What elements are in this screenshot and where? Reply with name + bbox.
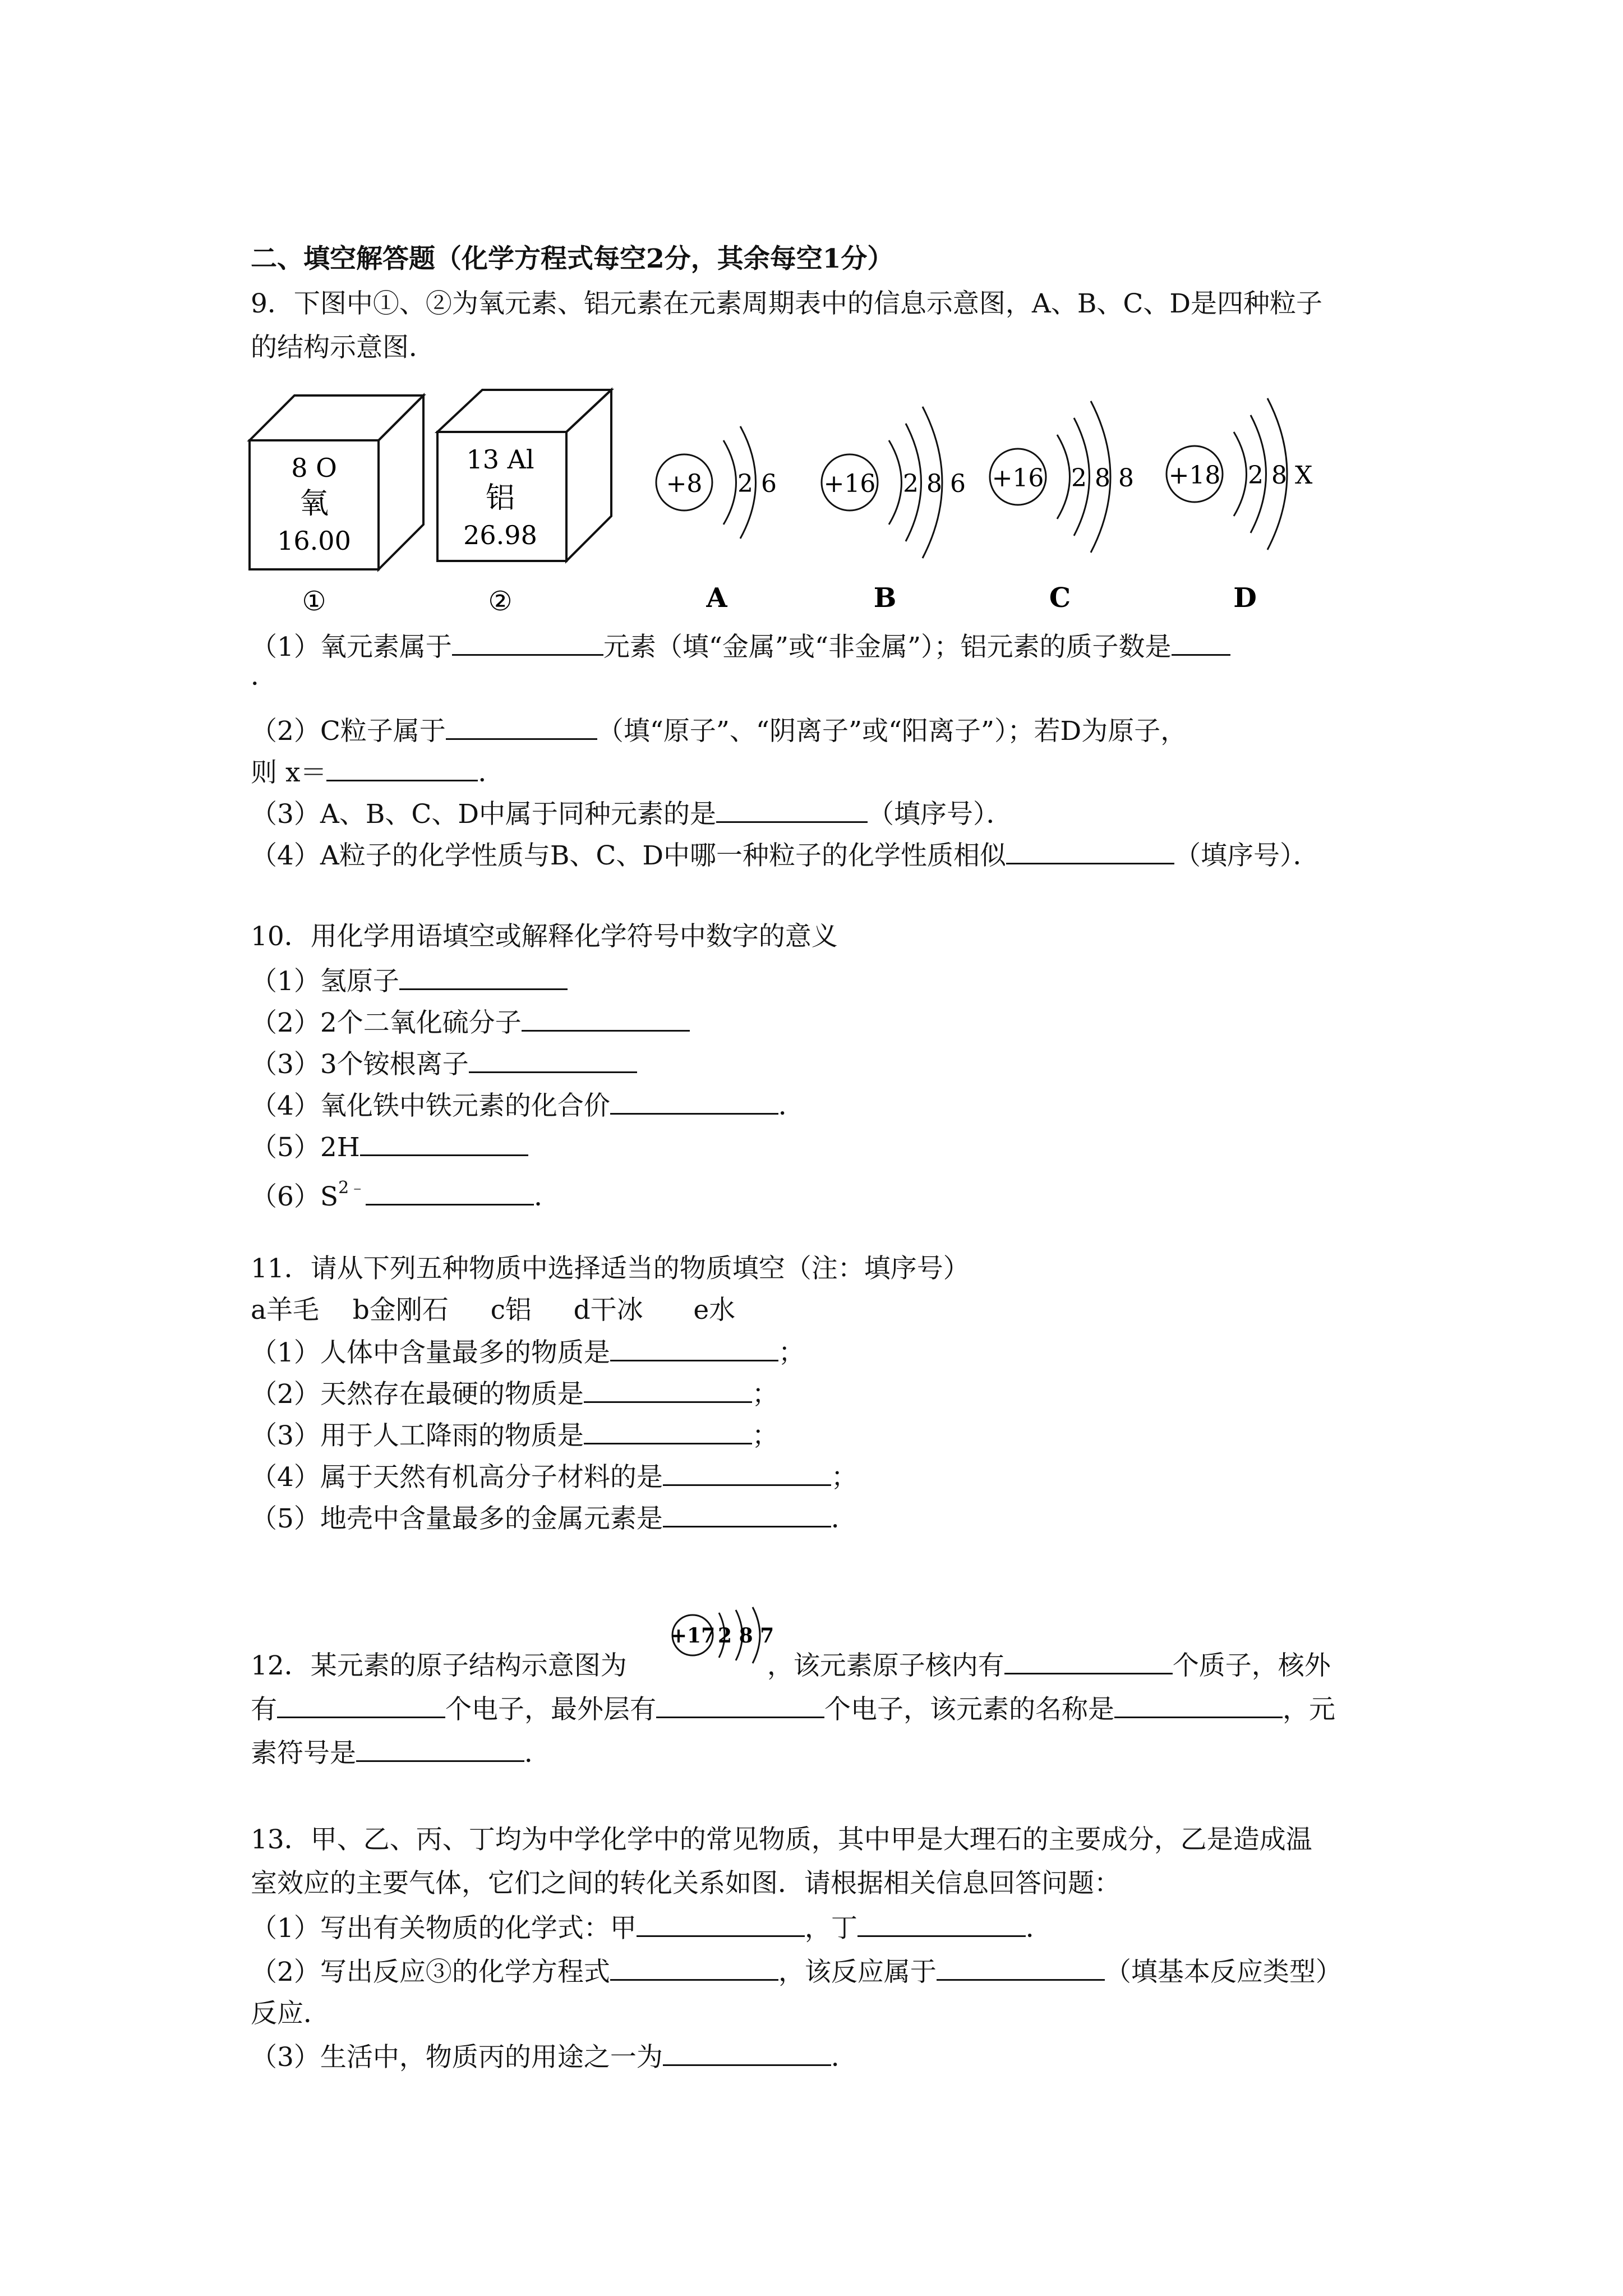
q11-item1-blank[interactable] bbox=[610, 1335, 778, 1361]
q12-text-a: 12．某元素的原子结构示意图为 bbox=[251, 1650, 627, 1681]
q11-item4 bbox=[251, 1460, 857, 1494]
cell1-label: ① bbox=[302, 586, 326, 617]
q12-line2 bbox=[251, 1692, 1335, 1727]
q10-item4-end: ． bbox=[778, 1091, 805, 1121]
q13-stem-line2: 室效应的主要气体，它们之间的转化关系如图．请根据相关信息回答问题： bbox=[251, 1868, 1121, 1899]
q13-blank-reaction-type[interactable] bbox=[937, 1954, 1105, 1981]
q12-blank-symbol[interactable] bbox=[356, 1736, 524, 1762]
q10-item4-blank[interactable] bbox=[610, 1088, 778, 1115]
q13-part2-text-a: （2）写出反应③的化学方程式 bbox=[251, 1957, 610, 1987]
q11-item5-text: （5）地壳中含量最多的金属元素是 bbox=[251, 1503, 663, 1534]
q9-part1-text-b: 元素（填“金属”或“非金属”）；铝元素的质子数是 bbox=[603, 632, 1172, 662]
q10-item6-charge: 2﹣ bbox=[338, 1178, 366, 1198]
q11-item3 bbox=[251, 1418, 778, 1453]
q13-part1-text-c: ． bbox=[1025, 1913, 1052, 1944]
q13-part2-text-b: ，该反应属于 bbox=[778, 1957, 937, 1987]
q10-item6 bbox=[251, 1171, 560, 1214]
q12-text-d: 有 bbox=[251, 1694, 277, 1725]
q9-part2-blank2[interactable] bbox=[326, 755, 478, 781]
q13-part3-text-a: （3）生活中，物质丙的用途之一为 bbox=[251, 2042, 663, 2073]
q9-part1-blank2[interactable] bbox=[1172, 629, 1230, 656]
q11-item3-blank[interactable] bbox=[584, 1418, 752, 1444]
q12-nucleus: +17 bbox=[670, 1624, 716, 1648]
q9-part2 bbox=[251, 714, 1187, 748]
q13-part1-text-b: ，丁 bbox=[804, 1913, 857, 1944]
q10-item3-text: （3）3个铵根离子 bbox=[251, 1049, 469, 1080]
q11-stem: 11．请从下列五种物质中选择适当的物质填空（注：填序号） bbox=[251, 1253, 970, 1284]
q11-item3-text: （3）用于人工降雨的物质是 bbox=[251, 1420, 584, 1451]
q9-part1-text-a: （1）氧元素属于 bbox=[251, 632, 452, 662]
q11-item2 bbox=[251, 1377, 778, 1411]
particle-b-nucleus: +16 bbox=[823, 470, 876, 498]
q11-item5-end: ． bbox=[831, 1503, 857, 1534]
particle-d-label: D bbox=[1233, 582, 1257, 614]
q10-item1-text: （1）氢原子 bbox=[251, 966, 399, 997]
q10-item5-blank[interactable] bbox=[360, 1130, 528, 1156]
q9-part1-end: ． bbox=[251, 661, 277, 692]
aluminium-name: 铝 bbox=[485, 481, 515, 515]
q12-line1 bbox=[251, 1648, 1331, 1683]
q13-blank-equation[interactable] bbox=[610, 1954, 778, 1981]
particle-c-nucleus: +16 bbox=[992, 464, 1044, 493]
q13-part2 bbox=[251, 1954, 1342, 1989]
q10-item4 bbox=[251, 1088, 805, 1123]
q11-item2-text: （2）天然存在最硬的物质是 bbox=[251, 1379, 584, 1410]
oxygen-mass: 16.00 bbox=[277, 526, 351, 556]
q9-part3-blank[interactable] bbox=[716, 797, 868, 823]
q11-item2-blank[interactable] bbox=[584, 1377, 752, 1403]
q13-part1-text-a: （1）写出有关物质的化学式：甲 bbox=[251, 1913, 637, 1944]
particle-c-label: C bbox=[1049, 582, 1071, 614]
q10-item5 bbox=[251, 1130, 528, 1165]
q9-part2-text-d: ． bbox=[478, 757, 505, 788]
q9-stem-line1: 9．下图中①、②为氧元素、铝元素在元素周期表中的信息示意图，A、B、C、D是四种粒子 bbox=[251, 288, 1323, 319]
q10-item2-blank[interactable] bbox=[522, 1005, 690, 1032]
q12-blank-outer[interactable] bbox=[656, 1692, 824, 1718]
q10-item6-blank[interactable] bbox=[366, 1179, 534, 1205]
q9-stem-line2: 的结构示意图． bbox=[251, 332, 435, 363]
q12-text-c: 个质子，核外 bbox=[1172, 1650, 1331, 1681]
q9-part3-text-a: （3）A、B、C、D中属于同种元素的是 bbox=[251, 799, 717, 830]
q9-part2-blank1[interactable] bbox=[446, 714, 597, 740]
q10-item1-blank[interactable] bbox=[399, 964, 568, 990]
q12-text-i: ． bbox=[524, 1738, 551, 1769]
q11-options: a羊毛 b金刚石 c铝 d干冰 e水 bbox=[251, 1295, 736, 1326]
q9-part4 bbox=[251, 838, 1320, 873]
q9-part4-text-b: （填序号）． bbox=[1174, 840, 1320, 871]
q9-part2-text-c: 则 x＝ bbox=[251, 757, 327, 788]
q9-part4-text-a: （4）A粒子的化学性质与B、C、D中哪一种粒子的化学性质相似 bbox=[251, 840, 1007, 871]
aluminium-mass: 26.98 bbox=[463, 520, 537, 550]
q12-shells: 2 8 7 bbox=[718, 1624, 774, 1648]
q11-item1 bbox=[251, 1335, 805, 1370]
q10-item2 bbox=[251, 1005, 690, 1040]
q9-part3-text-b: （填序号）． bbox=[868, 799, 1013, 830]
q10-stem: 10．用化学用语填空或解释化学符号中数字的意义 bbox=[251, 921, 838, 952]
q10-item2-text: （2）2个二氧化硫分子 bbox=[251, 1007, 522, 1038]
q12-text-e: 个电子，最外层有 bbox=[445, 1694, 656, 1725]
q13-blank-use[interactable] bbox=[663, 2040, 831, 2066]
q10-item5-text: （5）2H bbox=[251, 1132, 360, 1163]
q12-line3 bbox=[251, 1736, 551, 1770]
q11-item4-text: （4）属于天然有机高分子材料的是 bbox=[251, 1462, 663, 1493]
particle-b-label: B bbox=[873, 582, 897, 614]
particle-a-shells: 2 6 bbox=[737, 470, 777, 498]
q11-item2-end: ； bbox=[751, 1379, 778, 1410]
oxygen-number-symbol: 8 O bbox=[291, 453, 337, 483]
q9-part3 bbox=[251, 797, 1013, 831]
particle-b-shells: 2 8 6 bbox=[903, 470, 966, 498]
particle-c-shells: 2 8 8 bbox=[1071, 464, 1134, 493]
q9-part2-text-a: （2）C粒子属于 bbox=[251, 716, 446, 747]
q10-item6-text: （6）S bbox=[251, 1181, 339, 1212]
q13-part2-end: 反应． bbox=[251, 1998, 330, 2029]
q12-blank-protons[interactable] bbox=[1004, 1648, 1173, 1674]
q10-item6-end: ． bbox=[534, 1181, 561, 1212]
q12-text-b: ，该元素原子核内有 bbox=[767, 1650, 1004, 1681]
oxygen-name: 氧 bbox=[299, 487, 329, 521]
aluminium-number-symbol: 13 Al bbox=[466, 444, 534, 475]
particle-d-shells: 2 8 X bbox=[1248, 461, 1313, 490]
particle-d-nucleus: +18 bbox=[1168, 461, 1221, 490]
particle-a-label: A bbox=[706, 582, 727, 614]
q13-part2-text-c: （填基本反应类型） bbox=[1104, 1957, 1342, 1987]
q12-blank-name[interactable] bbox=[1114, 1692, 1283, 1718]
section-title: 二、填空解答题（化学方程式每空2分，其余每空1分） bbox=[251, 243, 894, 274]
q9-part2-line2 bbox=[251, 755, 504, 790]
particle-a-nucleus: +8 bbox=[666, 470, 703, 498]
q11-item5 bbox=[251, 1501, 857, 1536]
q13-blank-jia[interactable] bbox=[637, 1911, 805, 1937]
q11-item5-blank[interactable] bbox=[663, 1501, 831, 1527]
q10-item3 bbox=[251, 1047, 637, 1082]
q12-text-h: 素符号是 bbox=[251, 1738, 356, 1769]
q9-part1-blank1[interactable] bbox=[452, 629, 603, 656]
q13-part1 bbox=[251, 1911, 1052, 1945]
q11-item4-blank[interactable] bbox=[663, 1460, 831, 1486]
q11-item3-end: ； bbox=[751, 1420, 778, 1451]
q12-text-f: 个电子，该元素的名称是 bbox=[824, 1694, 1114, 1725]
q13-part3 bbox=[251, 2040, 857, 2074]
q12-text-g: ，元 bbox=[1283, 1694, 1335, 1725]
q9-part1 bbox=[251, 629, 1230, 664]
q10-item4-text: （4）氧化铁中铁元素的化合价 bbox=[251, 1091, 610, 1121]
q11-item4-end: ； bbox=[831, 1462, 857, 1493]
q12-blank-electrons[interactable] bbox=[277, 1692, 445, 1718]
q13-part3-text-b: ． bbox=[831, 2042, 857, 2073]
q9-figure bbox=[241, 387, 1363, 628]
q10-item3-blank[interactable] bbox=[469, 1047, 637, 1073]
q13-blank-ding[interactable] bbox=[857, 1911, 1026, 1937]
q9-part2-text-b: （填“原子”、“阴离子”或“阳离子”）；若D为原子， bbox=[597, 716, 1187, 747]
q13-stem-line1: 13．甲、乙、丙、丁均为中学化学中的常见物质，其中甲是大理石的主要成分，乙是造成温 bbox=[251, 1824, 1312, 1855]
q9-part4-blank[interactable] bbox=[1006, 838, 1174, 864]
q11-item1-text: （1）人体中含量最多的物质是 bbox=[251, 1337, 610, 1368]
q11-item1-end: ； bbox=[778, 1337, 805, 1368]
q10-item1 bbox=[251, 964, 568, 999]
cell2-label: ② bbox=[488, 586, 513, 617]
